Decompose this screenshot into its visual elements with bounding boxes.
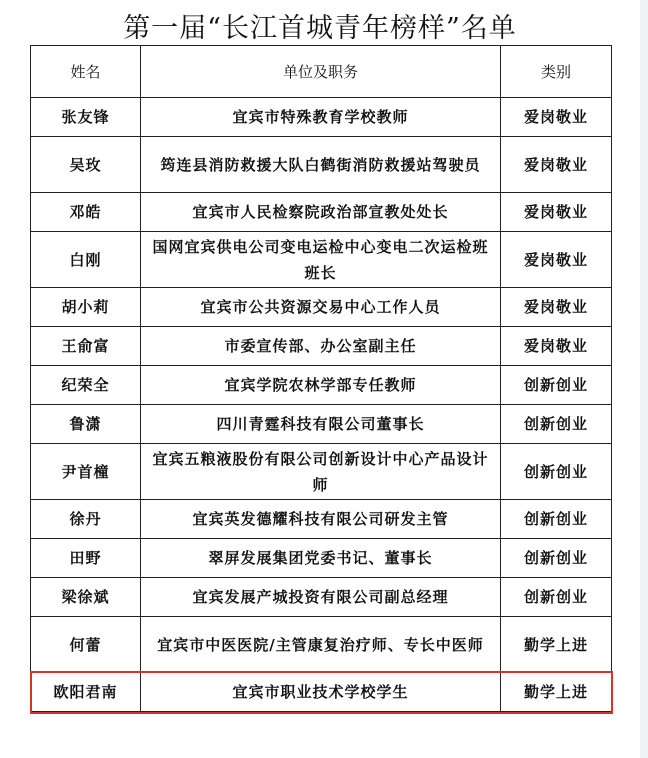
header-name: 姓名 [31, 46, 141, 98]
table-row [31, 193, 612, 232]
cell-category: 创新创业 [501, 444, 612, 500]
cell-category: 勤学上进 [501, 617, 612, 673]
cell-category: 创新创业 [501, 405, 612, 444]
header-unit: 单位及职务 [141, 46, 501, 98]
cell-name: 邓皓 [31, 193, 141, 232]
table-row [31, 444, 612, 500]
honoree-table [30, 45, 612, 712]
cell-name: 田野 [31, 539, 141, 578]
cell-name: 鲁潇 [31, 405, 141, 444]
table-row-highlighted [31, 673, 612, 712]
cell-name: 白刚 [31, 232, 141, 288]
cell-category: 爱岗敬业 [501, 193, 612, 232]
cell-category: 创新创业 [501, 539, 612, 578]
cell-name: 梁徐斌 [31, 578, 141, 617]
cell-name: 胡小莉 [31, 288, 141, 327]
table-header-row [31, 46, 612, 98]
cell-name: 徐丹 [31, 500, 141, 539]
cell-unit: 宜宾市公共资源交易中心工作人员 [141, 288, 501, 327]
cell-category: 爱岗敬业 [501, 137, 612, 193]
cell-name: 王俞富 [31, 327, 141, 366]
table-row [31, 539, 612, 578]
table-row [31, 232, 612, 288]
cell-category: 爱岗敬业 [501, 288, 612, 327]
table-row [31, 137, 612, 193]
cell-name: 何蕾 [31, 617, 141, 673]
cell-name: 尹首橦 [31, 444, 141, 500]
cell-unit: 宜宾英发德耀科技有限公司研发主管 [141, 500, 501, 539]
cell-category: 创新创业 [501, 500, 612, 539]
cell-unit: 宜宾发展产城投资有限公司副总经理 [141, 578, 501, 617]
cell-unit: 翠屏发展集团党委书记、董事长 [141, 539, 501, 578]
cell-unit: 宜宾五粮液股份有限公司创新设计中心产品设计师 [141, 444, 501, 500]
cell-category: 爱岗敬业 [501, 327, 612, 366]
cell-name: 吴玫 [31, 137, 141, 193]
cell-category: 勤学上进 [501, 673, 612, 712]
cell-unit: 市委宣传部、办公室副主任 [141, 327, 501, 366]
table-row [31, 500, 612, 539]
table-row [31, 578, 612, 617]
table-row [31, 288, 612, 327]
table-row [31, 405, 612, 444]
cell-unit: 四川青霆科技有限公司董事长 [141, 405, 501, 444]
header-category: 类别 [501, 46, 612, 98]
cell-name: 张友锋 [31, 98, 141, 137]
cell-category: 爱岗敬业 [501, 98, 612, 137]
cell-unit: 宜宾市职业技术学校学生 [141, 673, 501, 712]
cell-unit: 宜宾市特殊教育学校教师 [141, 98, 501, 137]
cell-category: 创新创业 [501, 578, 612, 617]
cell-name: 纪荣全 [31, 366, 141, 405]
cell-category: 爱岗敬业 [501, 232, 612, 288]
table-row [31, 327, 612, 366]
table-row [31, 366, 612, 405]
page-edge-strip [640, 0, 648, 758]
cell-unit: 筠连县消防救援大队白鹤街消防救援站驾驶员 [141, 137, 501, 193]
cell-unit: 国网宜宾供电公司变电运检中心变电二次运检班班长 [141, 232, 501, 288]
cell-category: 创新创业 [501, 366, 612, 405]
cell-unit: 宜宾市人民检察院政治部宣教处处长 [141, 193, 501, 232]
page-title: 第一届“长江首城青年榜样”名单 [123, 13, 517, 44]
cell-unit: 宜宾学院农林学部专任教师 [141, 366, 501, 405]
table-row [31, 617, 612, 673]
cell-name: 欧阳君南 [31, 673, 141, 712]
cell-unit: 宜宾市中医医院/主管康复治疗师、专长中医师 [141, 617, 501, 673]
table-row [31, 98, 612, 137]
